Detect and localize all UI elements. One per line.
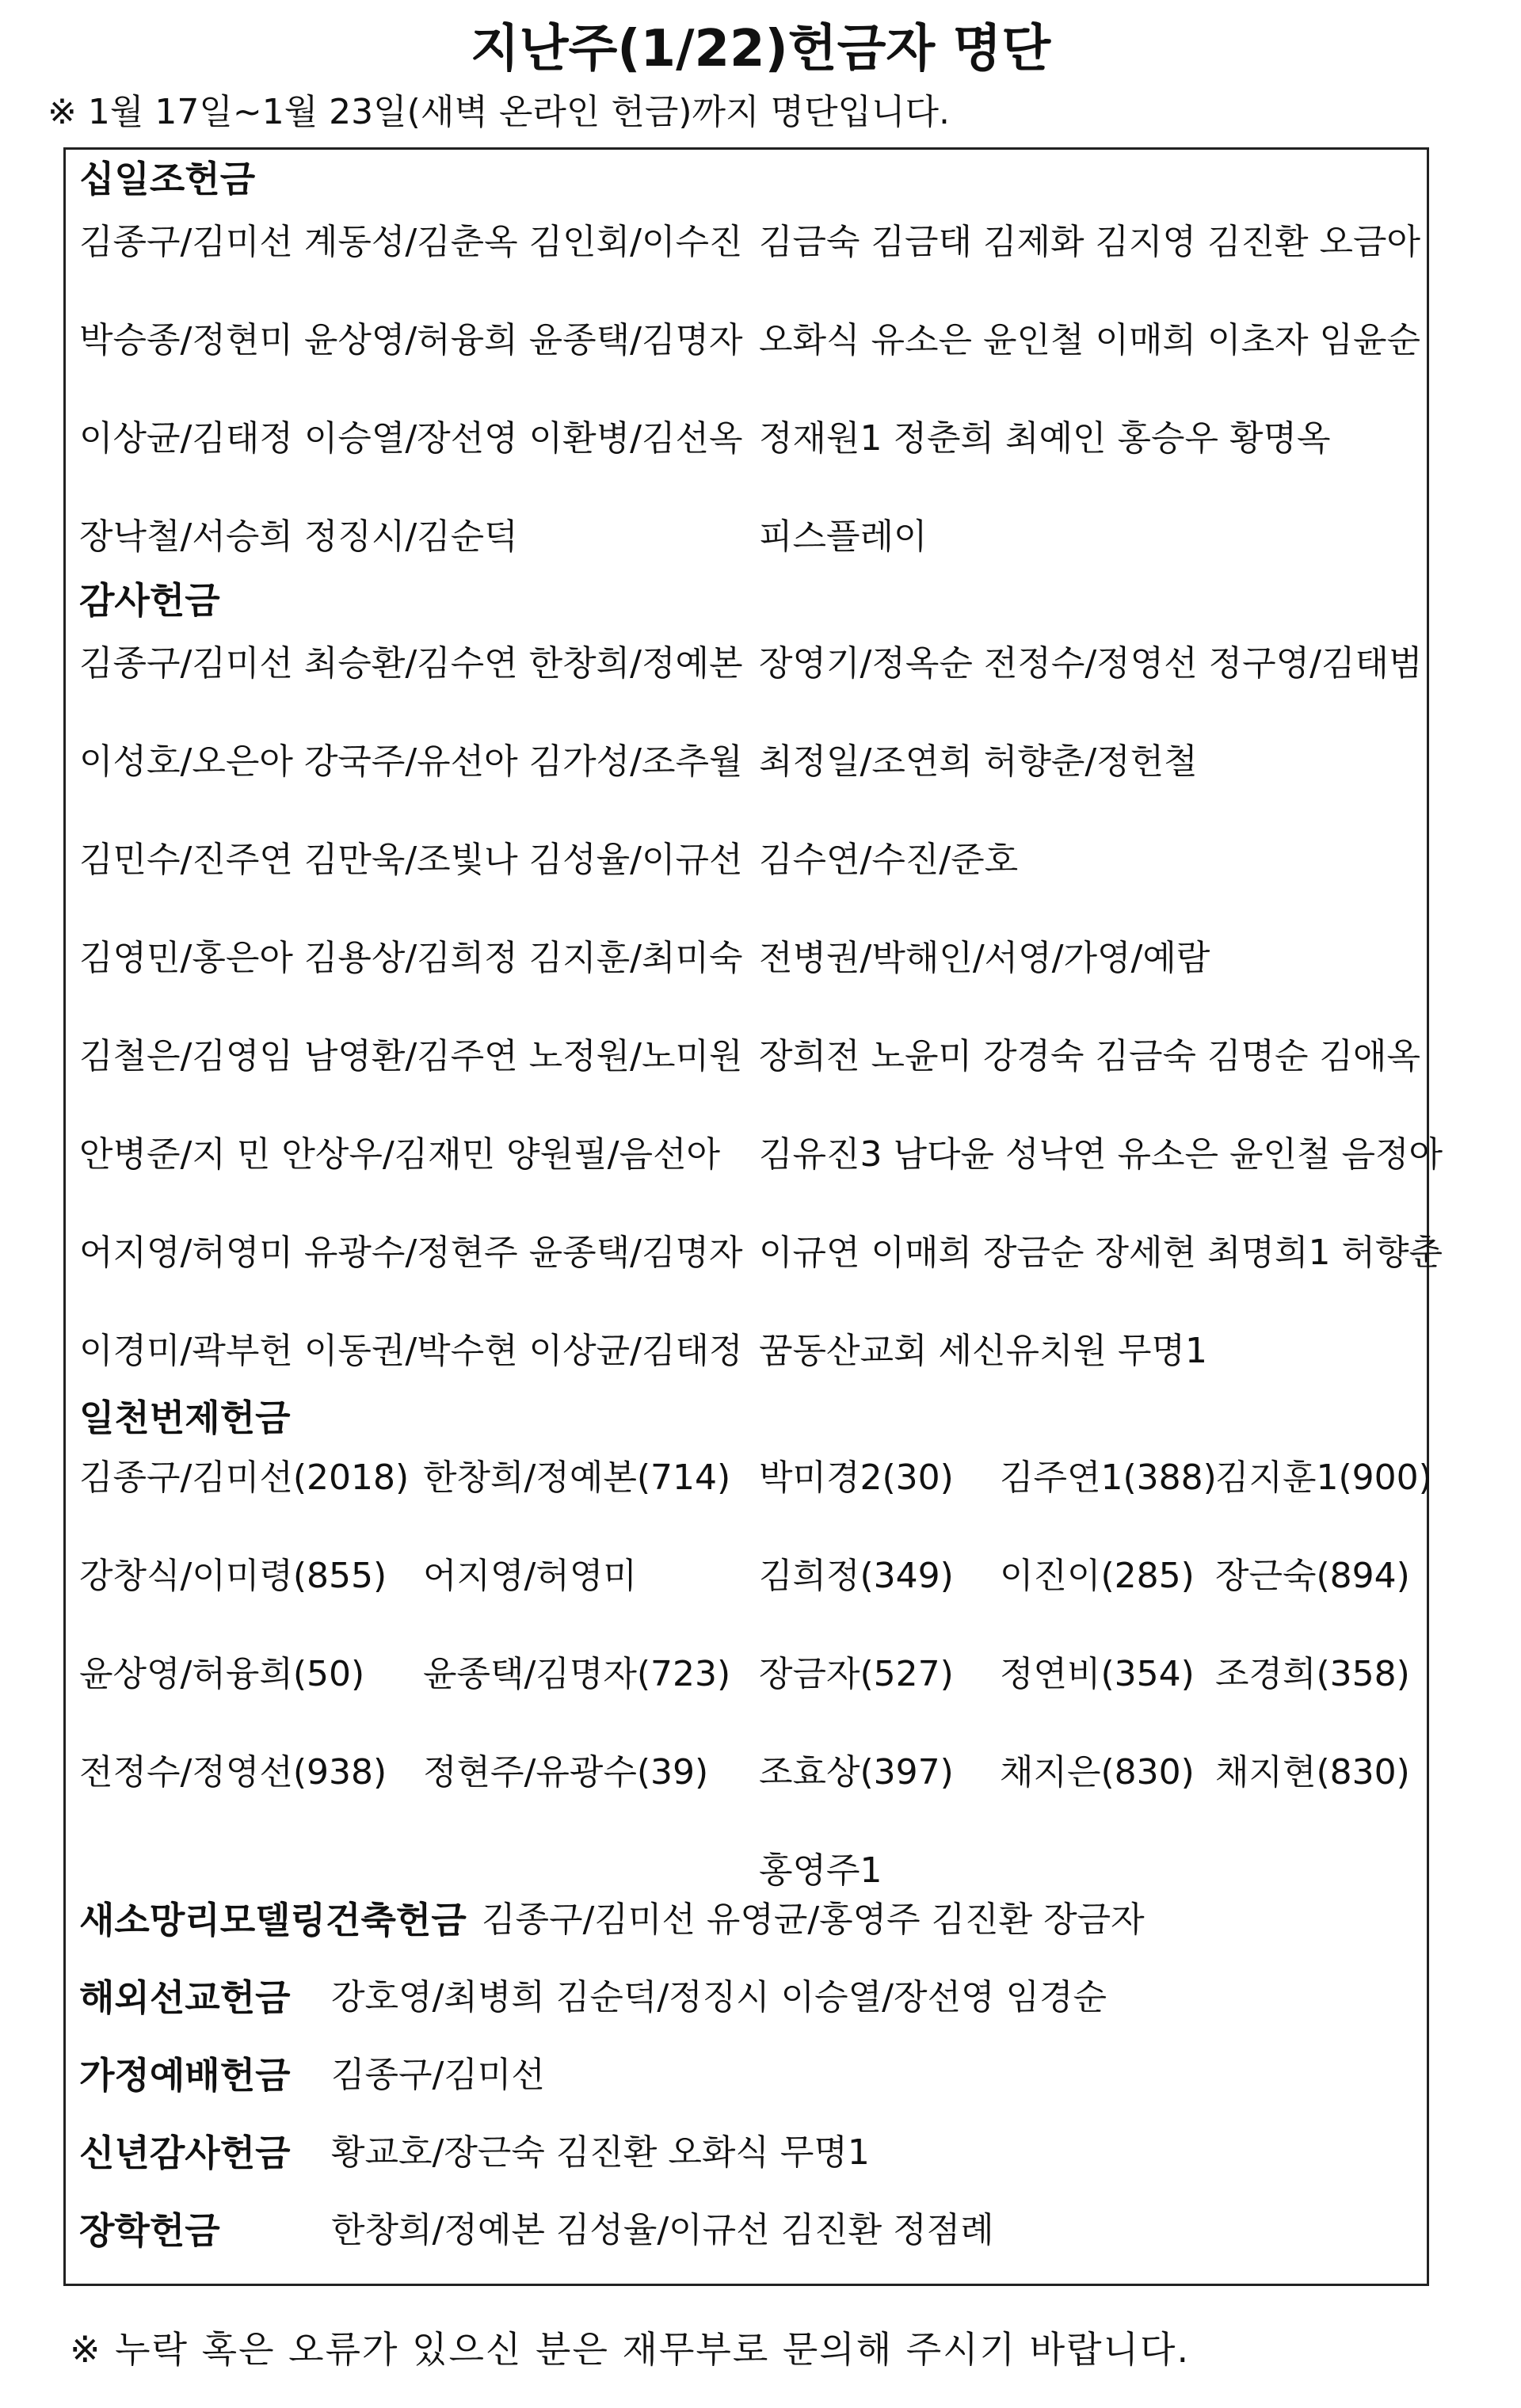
thanks-row-right: 최정일/조연희 허향춘/정헌철 xyxy=(759,741,1198,782)
thanks-row-right: 장희전 노윤미 강경숙 김금숙 김명순 김애옥 xyxy=(759,1036,1421,1076)
tithe-row-left: 김종구/김미선 계동성/김춘옥 김인회/이수진 xyxy=(79,222,743,262)
tithe-row-right: 김금숙 김금태 김제화 김지영 김진환 오금아 xyxy=(759,222,1421,262)
millennium-cell: 김지훈1(900) xyxy=(1215,1457,1432,1498)
tithe-heading: 십일조헌금 xyxy=(79,158,256,200)
missions-heading: 해외선교헌금 xyxy=(79,1976,291,2019)
thanks-row-right: 장영기/정옥순 전정수/정영선 정구영/김태범 xyxy=(759,643,1423,684)
thanks-row-right: 전병권/박해인/서영/가영/예람 xyxy=(759,938,1210,978)
scholarship-names: 한창희/정예본 김성율/이규선 김진환 정점례 xyxy=(331,2210,994,2250)
building-names: 김종구/김미선 유영균/홍영주 김진환 장금자 xyxy=(482,1899,1145,1940)
thanks-row-right: 꿈동산교회 세신유치원 무명1 xyxy=(759,1331,1208,1371)
thanks-row-left: 김철은/김영임 남영환/김주연 노정원/노미원 xyxy=(79,1036,743,1076)
millennium-cell: 한창희/정예본(714) xyxy=(423,1457,731,1498)
tithe-row-right: 오화식 유소은 윤인철 이매희 이초자 임윤순 xyxy=(759,320,1421,360)
missions-names: 강호영/최병희 김순덕/정징시 이승열/장선영 임경순 xyxy=(331,1977,1107,2017)
millennium-cell: 장금자(527) xyxy=(759,1654,954,1694)
family-names: 김종구/김미선 xyxy=(331,2055,545,2095)
thanks-row-right: 김유진3 남다윤 성낙연 유소은 윤인철 음정아 xyxy=(759,1134,1443,1175)
millennium-cell: 어지영/허영미 xyxy=(423,1556,637,1596)
thanks-row-left: 어지영/허영미 유광수/정현주 윤종택/김명자 xyxy=(79,1233,743,1273)
millennium-cell: 조경희(358) xyxy=(1215,1654,1410,1694)
millennium-cell: 장근숙(894) xyxy=(1215,1556,1410,1596)
millennium-cell: 윤종택/김명자(723) xyxy=(423,1654,731,1694)
thanks-heading: 감사헌금 xyxy=(79,579,220,622)
millennium-cell: 채지은(830) xyxy=(1000,1752,1195,1793)
page-title: 지난주(1/22)헌금자 명단 xyxy=(470,20,1051,78)
date-range-note: ※ 1월 17일~1월 23일(새벽 온라인 헌금)까지 명단입니다. xyxy=(48,92,951,132)
tithe-row-left: 장낙철/서승희 정징시/김순덕 xyxy=(79,516,518,557)
millennium-cell: 김주연1(388) xyxy=(1000,1457,1217,1498)
millennium-cell: 이진이(285) xyxy=(1000,1556,1195,1596)
thanks-row-left: 안병준/지 민 안상우/김재민 양원필/음선아 xyxy=(79,1134,720,1175)
tithe-row-right: 피스플레이 xyxy=(759,516,928,557)
thanks-row-right: 이규연 이매희 장금순 장세현 최명희1 허향춘 xyxy=(759,1233,1443,1273)
tithe-row-left: 이상균/김태정 이승열/장선영 이환병/김선옥 xyxy=(79,418,743,459)
newyear-names: 황교호/장근숙 김진환 오화식 무명1 xyxy=(331,2132,870,2173)
donor-list-box xyxy=(63,147,1429,2286)
tithe-row-right: 정재원1 정춘희 최예인 홍승우 황명옥 xyxy=(759,418,1331,459)
millennium-cell: 박미경2(30) xyxy=(759,1457,954,1498)
millennium-cell: 강창식/이미령(855) xyxy=(79,1556,387,1596)
millennium-cell: 조효상(397) xyxy=(759,1752,954,1793)
thanks-row-left: 김종구/김미선 최승환/김수연 한창희/정예본 xyxy=(79,643,743,684)
thanks-row-left: 이경미/곽부헌 이동권/박수현 이상균/김태정 xyxy=(79,1331,743,1371)
millennium-cell: 전정수/정영선(938) xyxy=(79,1752,387,1793)
millennium-cell: 채지현(830) xyxy=(1215,1752,1410,1793)
millennium-cell: 정현주/유광수(39) xyxy=(423,1752,709,1793)
millennium-cell: 김종구/김미선(2018) xyxy=(79,1457,410,1498)
family-heading: 가정예배헌금 xyxy=(79,2054,291,2097)
millennium-cell: 홍영주1 xyxy=(759,1850,882,1891)
tithe-row-left: 박승종/정현미 윤상영/허융희 윤종택/김명자 xyxy=(79,320,743,360)
thanks-row-left: 이성호/오은아 강국주/유선아 김가성/조추월 xyxy=(79,741,743,782)
scholarship-heading: 장학헌금 xyxy=(79,2209,220,2252)
millennium-heading: 일천번제헌금 xyxy=(79,1396,291,1439)
building-heading: 새소망리모델링건축헌금 xyxy=(79,1899,467,1941)
thanks-row-left: 김민수/진주연 김만욱/조빛나 김성율/이규선 xyxy=(79,840,743,880)
thanks-row-left: 김영민/홍은아 김용상/김희정 김지훈/최미숙 xyxy=(79,938,743,978)
footer-note: ※ 누락 혹은 오류가 있으신 분은 재무부로 문의해 주시기 바랍니다. xyxy=(70,2328,1191,2371)
millennium-cell: 김희정(349) xyxy=(759,1556,954,1596)
newyear-heading: 신년감사헌금 xyxy=(79,2132,291,2174)
millennium-cell: 정연비(354) xyxy=(1000,1654,1195,1694)
millennium-cell: 윤상영/허융희(50) xyxy=(79,1654,365,1694)
thanks-row-right: 김수연/수진/준호 xyxy=(759,840,1019,880)
